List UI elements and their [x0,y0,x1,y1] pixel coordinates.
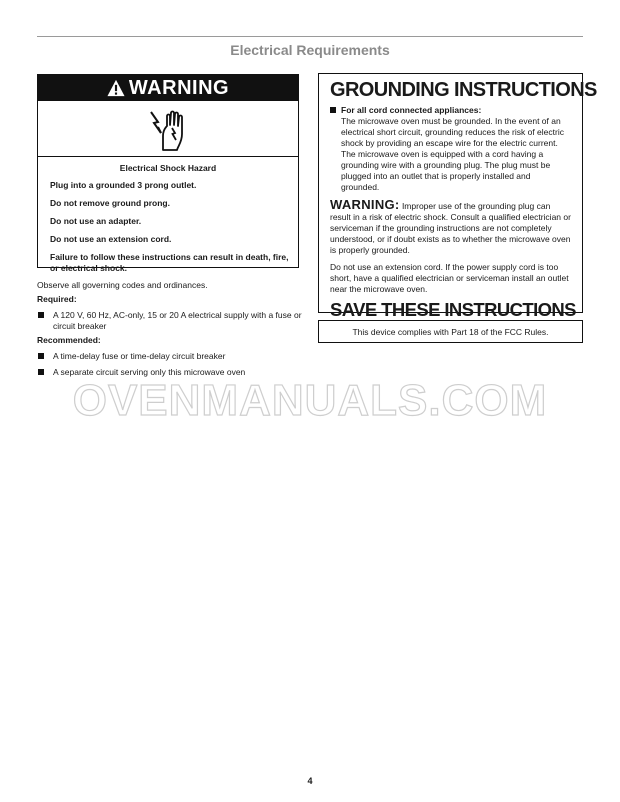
list-item-text: A separate circuit serving only this microwave oven [53,367,246,377]
grounding-warning [330,199,571,256]
warning-line: Do not remove ground prong. [50,198,170,208]
electric-shock-hand-icon [145,106,191,152]
warning-title: WARNING [128,76,230,99]
warning-line: Plug into a grounded 3 prong outlet. [50,180,197,190]
page-number: 4 [307,776,313,786]
list-item [37,310,302,332]
warning-box [37,74,299,273]
warning-line: Do not use an extension cord. [50,234,172,244]
codes-intro: Observe all governing codes and ordinances. [37,280,208,290]
bullet-square-icon [330,107,336,113]
warning-header [38,75,298,101]
fcc-notice: This device complies with Part 18 of the FCC Rules. [318,320,583,343]
bullet-square-icon [38,369,44,375]
save-instructions-title: SAVE THESE INSTRUCTIONS [330,299,576,320]
warning-line: Failure to follow these instructions can result in death, fire, or electrical shock. [50,252,289,273]
hazard-name: Electrical Shock Hazard [119,163,217,173]
grounding-title: GROUNDING INSTRUCTIONS [330,79,597,101]
section-title: Electrical Requirements [230,42,390,58]
bullet-square-icon [38,312,44,318]
warning-line: Do not use an adapter. [50,216,142,226]
grounding-box [318,73,597,320]
top-rule [37,36,583,37]
grounding-bullet-text: The microwave oven must be grounded. In the event of an electrical short circuit, grounding reduces the risk of electric shock by providing an escape wire for the electric current. The microwave oven is equipped with a cord having a grounding wire with a grounding plug. The plug must be plugged into an outlet that is properly installed and grounded. [341,116,564,192]
recommended-heading: Recommended: [37,335,101,345]
required-heading: Required: [37,294,77,304]
grounding-bullet-label: For all cord connected appliances: [341,105,482,115]
grounding-warning-text: Improper use of the grounding plug can result in a risk of electric shock. Consult a qualified electrician or serviceman if the grounding instructions are not completely understood, or if doubt exists as to whether the microwave oven is properly grounded. [330,201,571,255]
extension-cord-text: Do not use an extension cord. If the power supply cord is too short, have a qualified electrician or serviceman install an outlet near the microwave oven. [330,262,569,294]
list-item-text: A 120 V, 60 Hz, AC-only, 15 or 20 A electrical supply with a fuse or circuit breaker [53,310,302,331]
bullet-square-icon [38,353,44,359]
list-item [37,351,302,362]
shock-icon-area [38,101,298,157]
grounding-bullet [330,105,571,193]
requirements-text [37,280,302,378]
watermark: OVENMANUALS.COM [72,376,548,425]
warning-triangle-icon [107,79,125,97]
grounding-warning-word: WARNING: [330,197,400,212]
list-item-text: A time-delay fuse or time-delay circuit breaker [53,351,226,361]
